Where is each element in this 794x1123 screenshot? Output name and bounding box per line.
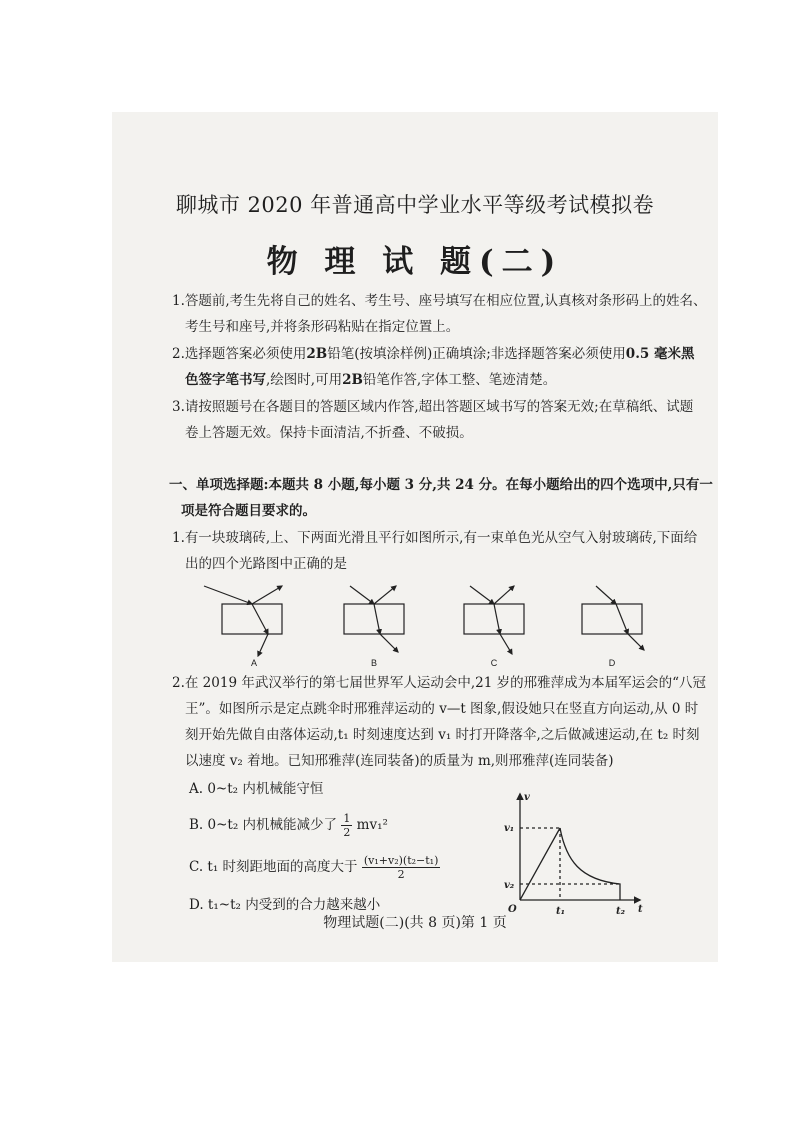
exam-page: [112, 112, 718, 962]
instruction-3: [172, 394, 712, 446]
instruction-3-line1: 3.请按照题号在各题目的答题区域内作答,超出答题区域书写的答案无效;在草稿纸、试题: [172, 399, 694, 415]
diagram-c: [464, 586, 524, 654]
question-2-line2: 王”。如图所示是定点跳伞时邢雅萍运动的 v—t 图象,假设她只在竖直方向运动,从 0 时: [185, 701, 699, 717]
vt-graph: [500, 788, 650, 924]
question-2-line3: 刻开始先做自由落体运动,t₁ 时刻速度达到 v₁ 时打开降落伞,之后做减速运动,在 t₂ 时刻: [185, 727, 700, 743]
diagram-d: [582, 586, 644, 650]
instruction-2-line2: 色签字笔书写,绘图时,可用2B铅笔作答,字体工整、笔迹清楚。: [185, 372, 557, 388]
page-footer: 物理试题(二)(共 8 页)第 1 页: [323, 915, 507, 931]
option-b-fraction: $\frac{1}{2}$: [343, 812, 351, 839]
option-a: A. 0~t₂ 内机械能守恒: [189, 781, 324, 797]
diagram-label-c: C: [490, 658, 498, 668]
free-fall-segment: [520, 828, 560, 900]
question-2-line1: 2.在 2019 年武汉举行的第七届世界军人运动会中,21 岁的邢雅萍成为本届军运会的“八冠: [172, 675, 706, 691]
v2-label: v₂: [504, 880, 515, 891]
option-b: B. 0~t₂ 内机械能减少了 $\frac{1}{2}$ mv₁²: [189, 812, 388, 839]
section-heading-line1: 一、单项选择题:本题共 8 小题,每小题 3 分,共 24 分。在每小题给出的四个选项中,只有一: [169, 477, 713, 493]
option-c-fraction: $\frac{\text{(v₁+v₂)(t₂−t₁)}}{2}$: [363, 854, 439, 881]
diagram-label-d: D: [608, 658, 616, 668]
instruction-1-line2: 考生号和座号,并将条形码粘贴在指定位置上。: [185, 319, 460, 335]
exam-title: 聊城市 2020 年普通高中学业水平等级考试模拟卷: [175, 193, 655, 217]
instruction-2-line1: 2.选择题答案必须使用2B铅笔(按填涂样例)正确填涂;非选择题答案必须使用0.5 毫米黑: [172, 346, 695, 362]
question-1-line2: 出的四个光路图中正确的是: [185, 556, 347, 572]
diagram-b: [344, 586, 404, 652]
origin-label: O: [508, 904, 517, 915]
section-heading-line2: 项是符合题目要求的。: [181, 503, 316, 519]
instruction-1: [172, 288, 712, 340]
question-1-line1: 1.有一块玻璃砖,上、下两面光滑且平行如图所示,有一束单色光从空气入射玻璃砖,下面给: [172, 530, 698, 546]
option-c: C. t₁ 时刻距地面的高度大于 $\frac{\text{(v₁+v₂)(t₂−t₁)}}{2}$: [189, 854, 439, 881]
diagram-label-a: A: [250, 658, 258, 668]
question-2: [172, 670, 712, 774]
instruction-3-line2: 卷上答题无效。保持卡面清洁,不折叠、不破损。: [185, 425, 473, 441]
t-axis-label: t: [638, 904, 643, 915]
option-d: D. t₁~t₂ 内受到的合力越来越小: [189, 897, 381, 913]
t1-label: t₁: [556, 906, 565, 917]
subject-title: 物 理 试 题(二): [266, 244, 564, 280]
diagram-a: [204, 586, 282, 656]
question-1: [172, 525, 712, 577]
instruction-1-line1: 1.答题前,考生先将自己的姓名、考生号、座号填写在相应位置,认真核对条形码上的姓名、: [172, 293, 707, 309]
t2-label: t₂: [616, 906, 625, 917]
deceleration-curve: [560, 828, 620, 900]
section-heading: [169, 472, 714, 524]
question-2-line4: 以速度 v₂ 着地。已知邢雅萍(连同装备)的质量为 m,则邢雅萍(连同装备): [185, 753, 614, 769]
light-path-diagrams: [182, 582, 682, 672]
instruction-2: [172, 341, 712, 393]
v1-label: v₁: [504, 823, 515, 834]
v-axis-label: v: [524, 792, 530, 803]
diagram-label-b: B: [370, 658, 378, 668]
